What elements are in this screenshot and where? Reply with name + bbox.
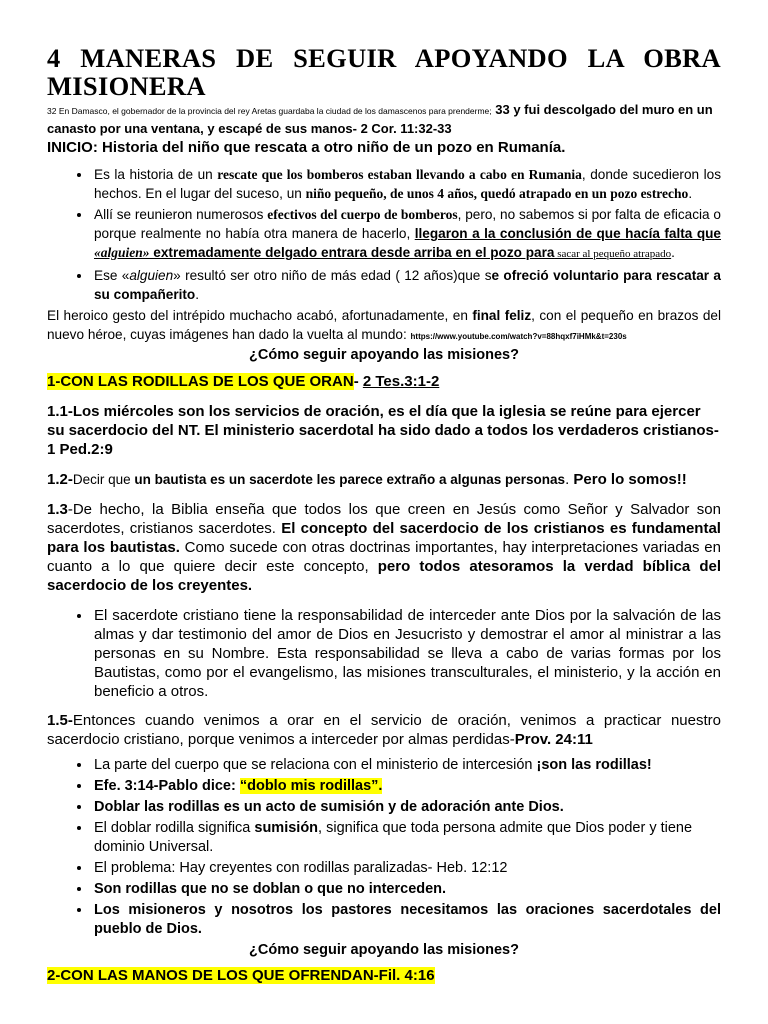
knees-item-2: • Efe. 3:14-Pablo dice: “doblo mis rodillas”. bbox=[92, 777, 721, 796]
priest-item: • El sacerdote cristiano tiene la responsabilidad de interceder ante Dios por la salvación de las almas y dar testimonio del amor de Dios en Jesucristo y demostrar el amor al ministrar a las personas en su Nombre. Esta responsabilidad se lleva a cabo de varias formas por los Bautistas, como por el evangelismo, las misiones transculturales, el ministerio, y la acción en beneficio a otros. bbox=[92, 606, 721, 701]
paragraph-1-1: 1.1-Los miércoles son los servicios de oración, es el día que la iglesia se reúne para ejercer su sacerdocio del NT. El ministerio sacerdotal ha sido dado a todos los verdaderos cristianos-1 Ped.2:9 bbox=[47, 403, 719, 458]
intro-heading: INICIO: Historia del niño que rescata a otro niño de un pozo en Rumanía. bbox=[47, 139, 566, 156]
paragraph-1-5: 1.5-Entonces cuando venimos a orar en el servicio de oración, venimos a practicar nuestro sacerdocio cristiano, porque venimos a interceder por almas perdidas-Prov. 24:11 bbox=[47, 712, 721, 748]
paragraph-1-2: 1.2-Decir que un bautista es un sacerdote les parece extraño a algunas personas. Pero lo somos!! bbox=[47, 471, 687, 488]
knees-list bbox=[47, 756, 721, 939]
verse-32: 32 En Damasco, el gobernador de la provincia del rey Aretas guardaba la ciudad de los damascenos para prenderme; bbox=[47, 106, 492, 116]
knees-item-6: • Son rodillas que no se doblan o que no interceden. bbox=[92, 880, 721, 899]
knees-item-4: • El doblar rodilla significa sumisión, significa que toda persona admite que Dios poder y tiene dominio Universal. bbox=[92, 819, 721, 857]
document-page bbox=[47, 44, 721, 996]
story-item-1: • Es la historia de un rescate que los bomberos estaban llevando a cabo en Rumania, donde sucedieron los hechos. En el lugar del suceso, un niño pequeño, de unos 4 años, quedó atrapado en un pozo estrecho. bbox=[92, 165, 721, 203]
story-list bbox=[47, 165, 721, 304]
verse-reference: 2 Cor. 11:32-33 bbox=[356, 121, 452, 136]
story-item-3: • Ese «alguien» resultó ser otro niño de más edad ( 12 años)que se ofreció voluntario para rescatar a su compañerito. bbox=[92, 266, 721, 304]
verse-33: 33 y fui descolgado del muro en un canasto por una ventana, y escapé de sus manos- bbox=[47, 102, 713, 136]
section-2-heading: 2-CON LAS MANOS DE LOS QUE OFRENDAN-Fil. 4:16 bbox=[47, 967, 435, 984]
priest-list bbox=[47, 606, 721, 701]
knees-item-7: • Los misioneros y nosotros los pastores necesitamos las oraciones sacerdotales del pueblo de Dios. bbox=[92, 901, 721, 939]
youtube-link[interactable]: https://www.youtube.com/watch?v=88hqxf7iHMk&t=230s bbox=[410, 332, 627, 341]
story-conclusion: El heroico gesto del intrépido muchacho acabó, afortunadamente, en final feliz, con el pequeño en brazos del nuevo héroe, cuyas imágenes han dado la vuelta al mundo: https://www.youtube.com/watch?v=88hqxf7iHMk&t=230s bbox=[47, 308, 721, 342]
paragraph-1-3: 1.3-De hecho, la Biblia enseña que todos los que creen en Jesús como Señor y Salvador son sacerdotes, cristianos sacerdotes. El concepto del sacerdocio de los cristianos es fundamental para los bautistas. Como sucede con otras doctrinas importantes, hay interpretaciones variadas en cuanto a lo que quiere decir este concepto, pero todos atesoramos la verdad bíblica del sacerdocio de los creyentes. bbox=[47, 501, 721, 594]
knees-item-1: • La parte del cuerpo que se relaciona con el ministerio de intercesión ¡son las rodillas! bbox=[92, 756, 721, 775]
section-1-heading: 1-CON LAS RODILLAS DE LOS QUE ORAN- 2 Tes.3:1-2 bbox=[47, 373, 440, 390]
question-1: ¿Cómo seguir apoyando las misiones? bbox=[249, 347, 519, 363]
document-title: 4 MANERAS DE SEGUIR APOYANDO LA OBRA MISIONERA bbox=[47, 43, 721, 101]
story-item-2: • Allí se reunieron numerosos efectivos del cuerpo de bomberos, pero, no sabemos si por falta de eficacia o porque realmente no había otra manera de hacerlo, llegaron a la conclusión de que hacía falta que «alguien» extremadamente delgado entrara desde arriba en el pozo para sacar al pequeño atrapado. bbox=[92, 205, 721, 264]
knees-item-5: • El problema: Hay creyentes con rodillas paralizadas- Heb. 12:12 bbox=[92, 859, 721, 878]
epigraph-verse bbox=[47, 101, 721, 138]
knees-item-3: • Doblar las rodillas es un acto de sumisión y de adoración ante Dios. bbox=[92, 798, 721, 817]
question-2: ¿Cómo seguir apoyando las misiones? bbox=[249, 942, 519, 958]
